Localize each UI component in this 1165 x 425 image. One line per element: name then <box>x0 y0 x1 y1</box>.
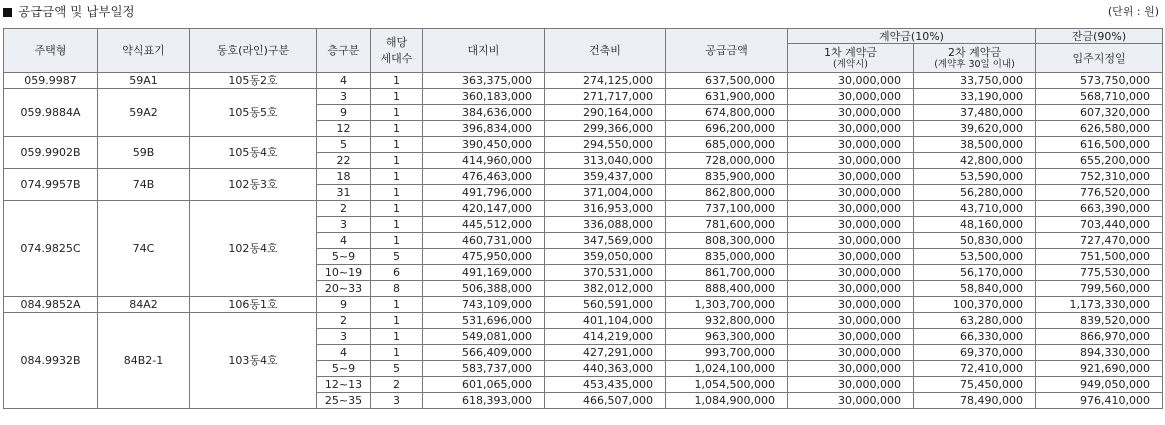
households-cell: 5 <box>371 249 423 265</box>
supply-price-cell: 696,200,000 <box>666 121 788 137</box>
households-cell: 1 <box>371 217 423 233</box>
contract2-cell: 66,330,000 <box>914 329 1036 345</box>
land-cost-cell: 476,463,000 <box>423 169 545 185</box>
floor-cell: 9 <box>317 105 371 121</box>
building-cost-cell: 290,164,000 <box>545 105 666 121</box>
supply-price-cell: 737,100,000 <box>666 201 788 217</box>
contract2-cell: 33,190,000 <box>914 89 1036 105</box>
balance-cell: 775,530,000 <box>1036 265 1163 281</box>
balance-cell: 866,970,000 <box>1036 329 1163 345</box>
building-cost-cell: 401,104,000 <box>545 313 666 329</box>
balance-cell: 776,520,000 <box>1036 185 1163 201</box>
header-balance-group: 잔금(90%) <box>1036 29 1163 44</box>
short-code-cell: 74B <box>98 169 190 201</box>
contract1-cell: 30,000,000 <box>788 201 914 217</box>
building-cost-cell: 271,717,000 <box>545 89 666 105</box>
contract1-cell: 30,000,000 <box>788 73 914 89</box>
contract1-cell: 30,000,000 <box>788 249 914 265</box>
balance-cell: 616,500,000 <box>1036 137 1163 153</box>
building-cost-cell: 347,569,000 <box>545 233 666 249</box>
floor-cell: 3 <box>317 89 371 105</box>
land-cost-cell: 475,950,000 <box>423 249 545 265</box>
contract1-cell: 30,000,000 <box>788 169 914 185</box>
balance-cell: 727,470,000 <box>1036 233 1163 249</box>
land-cost-cell: 566,409,000 <box>423 345 545 361</box>
header-short-code: 약식표기 <box>98 29 190 73</box>
floor-cell: 10~19 <box>317 265 371 281</box>
house-type-cell: 084.9932B <box>4 313 98 409</box>
floor-cell: 4 <box>317 73 371 89</box>
floor-cell: 25~35 <box>317 393 371 409</box>
building-cost-cell: 336,088,000 <box>545 217 666 233</box>
balance-cell: 607,320,000 <box>1036 105 1163 121</box>
households-cell: 1 <box>371 121 423 137</box>
supply-price-cell: 932,800,000 <box>666 313 788 329</box>
building-cost-cell: 371,004,000 <box>545 185 666 201</box>
households-cell: 1 <box>371 137 423 153</box>
land-cost-cell: 414,960,000 <box>423 153 545 169</box>
dong-line-cell: 105동2호 <box>190 73 317 89</box>
header-house-type: 주택형 <box>4 29 98 73</box>
contract1-cell: 30,000,000 <box>788 377 914 393</box>
supply-price-cell: 835,000,000 <box>666 249 788 265</box>
table-header <box>4 29 1163 73</box>
dong-line-cell: 102동4호 <box>190 201 317 297</box>
households-cell: 1 <box>371 313 423 329</box>
table-body <box>4 73 1163 409</box>
supply-price-cell: 835,900,000 <box>666 169 788 185</box>
supply-price-cell: 685,000,000 <box>666 137 788 153</box>
short-code-cell: 59B <box>98 137 190 169</box>
short-code-cell: 59A1 <box>98 73 190 89</box>
contract1-cell: 30,000,000 <box>788 313 914 329</box>
land-cost-cell: 583,737,000 <box>423 361 545 377</box>
households-cell: 1 <box>371 169 423 185</box>
contract2-cell: 58,840,000 <box>914 281 1036 297</box>
balance-cell: 752,310,000 <box>1036 169 1163 185</box>
balance-cell: 1,173,330,000 <box>1036 297 1163 313</box>
section-title-text: 공급금액 및 납부일정 <box>18 4 135 19</box>
land-cost-cell: 460,731,000 <box>423 233 545 249</box>
land-cost-cell: 445,512,000 <box>423 217 545 233</box>
building-cost-cell: 414,219,000 <box>545 329 666 345</box>
floor-cell: 9 <box>317 297 371 313</box>
short-code-cell: 84B2-1 <box>98 313 190 409</box>
balance-cell: 655,200,000 <box>1036 153 1163 169</box>
supply-price-cell: 728,000,000 <box>666 153 788 169</box>
building-cost-cell: 274,125,000 <box>545 73 666 89</box>
short-code-cell: 59A2 <box>98 89 190 137</box>
land-cost-cell: 743,109,000 <box>423 297 545 313</box>
header-households <box>371 29 423 73</box>
floor-cell: 5~9 <box>317 249 371 265</box>
balance-cell: 799,560,000 <box>1036 281 1163 297</box>
building-cost-cell: 370,531,000 <box>545 265 666 281</box>
balance-cell: 894,330,000 <box>1036 345 1163 361</box>
contract2-cell: 43,710,000 <box>914 201 1036 217</box>
contract1-cell: 30,000,000 <box>788 393 914 409</box>
header-contract2-note: (계약후 30일 이내) <box>934 59 1015 70</box>
land-cost-cell: 420,147,000 <box>423 201 545 217</box>
header-balance: 입주지정일 <box>1036 44 1163 73</box>
land-cost-cell: 491,796,000 <box>423 185 545 201</box>
dong-line-cell: 102동3호 <box>190 169 317 201</box>
table-row <box>4 73 1163 89</box>
contract2-cell: 56,280,000 <box>914 185 1036 201</box>
header-land: 대지비 <box>423 29 545 73</box>
header-dong-line: 동호(라인)구분 <box>190 29 317 73</box>
land-cost-cell: 363,375,000 <box>423 73 545 89</box>
land-cost-cell: 549,081,000 <box>423 329 545 345</box>
land-cost-cell: 396,834,000 <box>423 121 545 137</box>
dong-line-cell: 105동4호 <box>190 137 317 169</box>
land-cost-cell: 531,696,000 <box>423 313 545 329</box>
house-type-cell: 074.9957B <box>4 169 98 201</box>
header-floor: 층구분 <box>317 29 371 73</box>
unit-label: (단위 : 원) <box>1107 5 1159 18</box>
balance-cell: 921,690,000 <box>1036 361 1163 377</box>
land-cost-cell: 384,636,000 <box>423 105 545 121</box>
households-cell: 6 <box>371 265 423 281</box>
table-row <box>4 89 1163 105</box>
contract2-cell: 33,750,000 <box>914 73 1036 89</box>
balance-cell: 568,710,000 <box>1036 89 1163 105</box>
floor-cell: 20~33 <box>317 281 371 297</box>
building-cost-cell: 316,953,000 <box>545 201 666 217</box>
floor-cell: 3 <box>317 217 371 233</box>
contract1-cell: 30,000,000 <box>788 185 914 201</box>
households-cell: 1 <box>371 153 423 169</box>
households-cell: 1 <box>371 345 423 361</box>
contract1-cell: 30,000,000 <box>788 121 914 137</box>
short-code-cell: 84A2 <box>98 297 190 313</box>
households-cell: 1 <box>371 185 423 201</box>
supply-price-cell: 1,084,900,000 <box>666 393 788 409</box>
land-cost-cell: 390,450,000 <box>423 137 545 153</box>
contract2-cell: 39,620,000 <box>914 121 1036 137</box>
supply-price-cell: 631,900,000 <box>666 89 788 105</box>
contract1-cell: 30,000,000 <box>788 297 914 313</box>
supply-price-cell: 1,054,500,000 <box>666 377 788 393</box>
floor-cell: 5~9 <box>317 361 371 377</box>
building-cost-cell: 427,291,000 <box>545 345 666 361</box>
header-households-line2: 세대수 <box>380 51 413 65</box>
land-cost-cell: 491,169,000 <box>423 265 545 281</box>
table-row <box>4 169 1163 185</box>
house-type-cell: 059.9902B <box>4 137 98 169</box>
supply-price-cell: 963,300,000 <box>666 329 788 345</box>
contract2-cell: 37,480,000 <box>914 105 1036 121</box>
land-cost-cell: 601,065,000 <box>423 377 545 393</box>
building-cost-cell: 359,437,000 <box>545 169 666 185</box>
floor-cell: 12 <box>317 121 371 137</box>
balance-cell: 663,390,000 <box>1036 201 1163 217</box>
building-cost-cell: 299,366,000 <box>545 121 666 137</box>
households-cell: 8 <box>371 281 423 297</box>
supply-price-table <box>3 28 1163 409</box>
contract2-cell: 53,590,000 <box>914 169 1036 185</box>
balance-cell: 573,750,000 <box>1036 73 1163 89</box>
building-cost-cell: 560,591,000 <box>545 297 666 313</box>
contract1-cell: 30,000,000 <box>788 281 914 297</box>
dong-line-cell: 105동5호 <box>190 89 317 137</box>
supply-price-cell: 861,700,000 <box>666 265 788 281</box>
house-type-cell: 074.9825C <box>4 201 98 297</box>
supply-price-cell: 1,024,100,000 <box>666 361 788 377</box>
floor-cell: 31 <box>317 185 371 201</box>
short-code-cell: 74C <box>98 201 190 297</box>
households-cell: 1 <box>371 89 423 105</box>
header-supply: 공급금액 <box>666 29 788 73</box>
contract2-cell: 42,800,000 <box>914 153 1036 169</box>
house-type-cell: 059.9987 <box>4 73 98 89</box>
floor-cell: 4 <box>317 233 371 249</box>
balance-cell: 839,520,000 <box>1036 313 1163 329</box>
supply-price-cell: 674,800,000 <box>666 105 788 121</box>
supply-price-cell: 637,500,000 <box>666 73 788 89</box>
floor-cell: 2 <box>317 313 371 329</box>
header-contract-group: 계약금(10%) <box>788 29 1036 44</box>
floor-cell: 12~13 <box>317 377 371 393</box>
building-cost-cell: 440,363,000 <box>545 361 666 377</box>
land-cost-cell: 360,183,000 <box>423 89 545 105</box>
header-contract2-label: 2차 계약금 <box>948 46 1001 59</box>
contract2-cell: 75,450,000 <box>914 377 1036 393</box>
building-cost-cell: 359,050,000 <box>545 249 666 265</box>
supply-price-cell: 808,300,000 <box>666 233 788 249</box>
floor-cell: 2 <box>317 201 371 217</box>
square-bullet-icon <box>3 8 12 17</box>
households-cell: 1 <box>371 73 423 89</box>
building-cost-cell: 466,507,000 <box>545 393 666 409</box>
land-cost-cell: 506,388,000 <box>423 281 545 297</box>
contract1-cell: 30,000,000 <box>788 265 914 281</box>
supply-price-cell: 781,600,000 <box>666 217 788 233</box>
supply-price-cell: 888,400,000 <box>666 281 788 297</box>
section-title <box>3 2 135 22</box>
header-building: 건축비 <box>545 29 666 73</box>
building-cost-cell: 453,435,000 <box>545 377 666 393</box>
header-contract1 <box>788 44 914 73</box>
households-cell: 1 <box>371 233 423 249</box>
supply-price-cell: 862,800,000 <box>666 185 788 201</box>
contract2-cell: 69,370,000 <box>914 345 1036 361</box>
contract1-cell: 30,000,000 <box>788 345 914 361</box>
contract2-cell: 38,500,000 <box>914 137 1036 153</box>
contract1-cell: 30,000,000 <box>788 233 914 249</box>
households-cell: 1 <box>371 105 423 121</box>
balance-cell: 976,410,000 <box>1036 393 1163 409</box>
land-cost-cell: 618,393,000 <box>423 393 545 409</box>
table-row <box>4 313 1163 329</box>
balance-cell: 949,050,000 <box>1036 377 1163 393</box>
contract2-cell: 53,500,000 <box>914 249 1036 265</box>
balance-cell: 626,580,000 <box>1036 121 1163 137</box>
contract1-cell: 30,000,000 <box>788 137 914 153</box>
supply-price-cell: 1,303,700,000 <box>666 297 788 313</box>
house-type-cell: 084.9852A <box>4 297 98 313</box>
households-cell: 5 <box>371 361 423 377</box>
building-cost-cell: 294,550,000 <box>545 137 666 153</box>
contract2-cell: 63,280,000 <box>914 313 1036 329</box>
contract2-cell: 48,160,000 <box>914 217 1036 233</box>
header-contract1-note: (계약시) <box>833 59 868 70</box>
table-row <box>4 201 1163 217</box>
building-cost-cell: 382,012,000 <box>545 281 666 297</box>
contract2-cell: 56,170,000 <box>914 265 1036 281</box>
contract2-cell: 78,490,000 <box>914 393 1036 409</box>
house-type-cell: 059.9884A <box>4 89 98 137</box>
floor-cell: 22 <box>317 153 371 169</box>
table-row <box>4 297 1163 313</box>
supply-price-cell: 993,700,000 <box>666 345 788 361</box>
contract1-cell: 30,000,000 <box>788 105 914 121</box>
contract1-cell: 30,000,000 <box>788 361 914 377</box>
floor-cell: 4 <box>317 345 371 361</box>
contract1-cell: 30,000,000 <box>788 89 914 105</box>
contract1-cell: 30,000,000 <box>788 217 914 233</box>
balance-cell: 751,500,000 <box>1036 249 1163 265</box>
contract1-cell: 30,000,000 <box>788 153 914 169</box>
households-cell: 1 <box>371 201 423 217</box>
table-row <box>4 137 1163 153</box>
dong-line-cell: 103동4호 <box>190 313 317 409</box>
contract2-cell: 100,370,000 <box>914 297 1036 313</box>
contract2-cell: 72,410,000 <box>914 361 1036 377</box>
contract2-cell: 50,830,000 <box>914 233 1036 249</box>
header-contract2 <box>914 44 1036 73</box>
dong-line-cell: 106동1호 <box>190 297 317 313</box>
households-cell: 1 <box>371 297 423 313</box>
balance-cell: 703,440,000 <box>1036 217 1163 233</box>
floor-cell: 18 <box>317 169 371 185</box>
contract1-cell: 30,000,000 <box>788 329 914 345</box>
header-contract1-label: 1차 계약금 <box>824 46 877 59</box>
households-cell: 3 <box>371 393 423 409</box>
households-cell: 1 <box>371 329 423 345</box>
households-cell: 2 <box>371 377 423 393</box>
floor-cell: 5 <box>317 137 371 153</box>
floor-cell: 3 <box>317 329 371 345</box>
header-households-line1: 해당 <box>385 35 408 49</box>
building-cost-cell: 313,040,000 <box>545 153 666 169</box>
